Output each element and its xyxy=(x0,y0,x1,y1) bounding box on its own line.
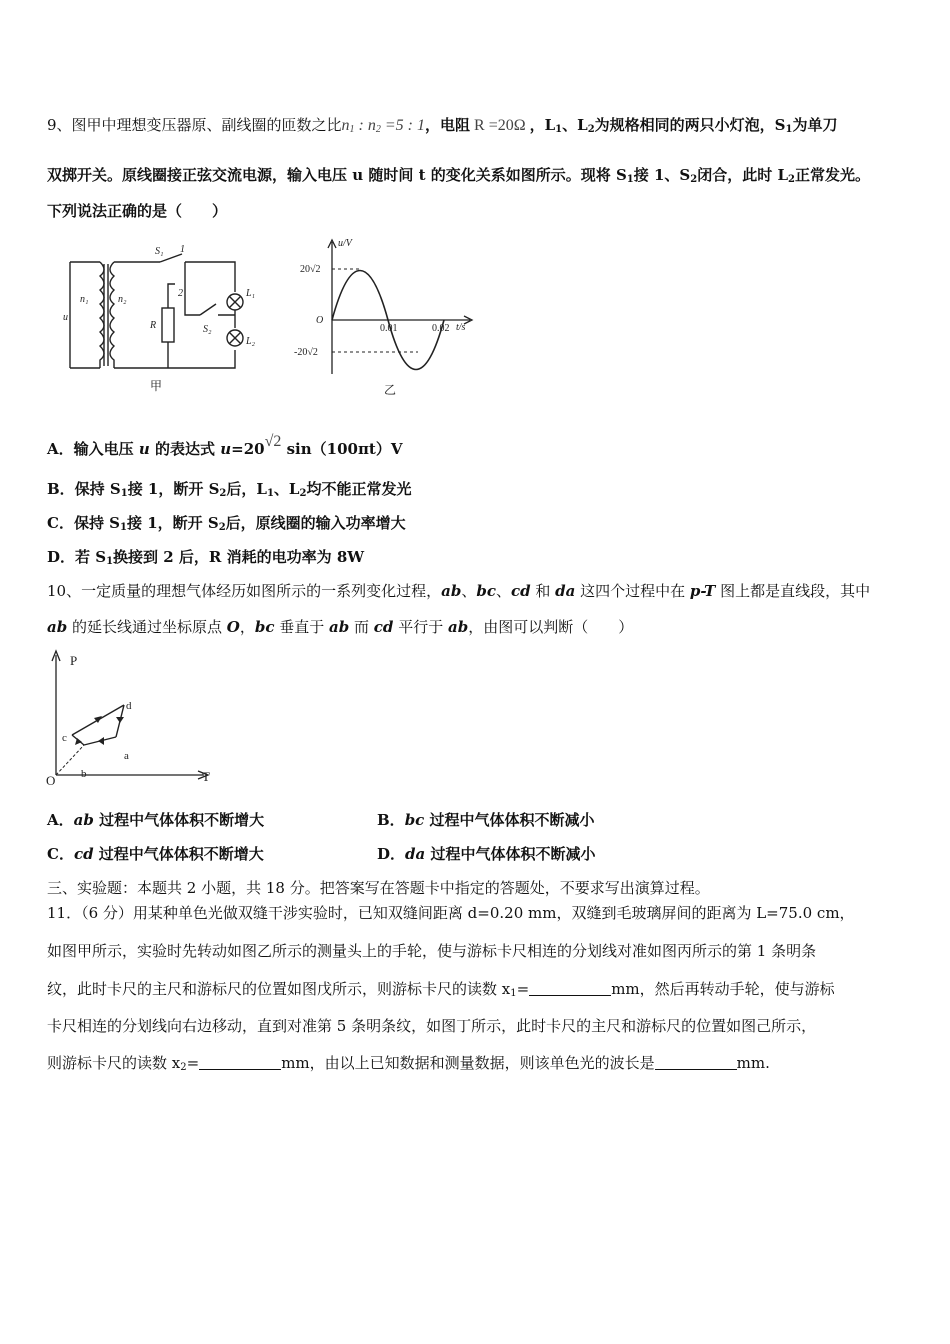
t-axis-label: T xyxy=(202,769,210,784)
n2-label: n₂ xyxy=(118,294,127,305)
p-axis-label: P xyxy=(70,653,78,668)
s1-label: S₁ xyxy=(155,246,164,257)
q11-line2: 如图甲所示，实验时先转动如图乙所示的测量头上的手轮，使与游标卡尺相连的分划线对准如图丙所示的第 1 条明条 xyxy=(47,942,817,960)
x1-answer-blank[interactable] xyxy=(529,981,611,996)
section-3-heading: 三、实验题：本题共 2 小题，共 18 分。把答案写在答题卡中指定的答题处，不要求写出演算过程。 xyxy=(47,879,710,897)
wavelength-answer-blank[interactable] xyxy=(655,1055,737,1070)
q9-stem-text: 9、图甲中理想变压器原、副线圈的匝数之比 xyxy=(47,116,342,134)
figure-caption-yi: 乙 xyxy=(384,383,397,397)
point-d-label: d xyxy=(126,700,132,712)
y-max-tick: 20√2 xyxy=(300,264,321,275)
y-min-tick: -20√2 xyxy=(294,347,318,358)
q10-option-b: B．bc 过程中气体体积不断减小 xyxy=(377,811,595,829)
resistance-value: R =20Ω xyxy=(474,117,526,134)
transformer-circuit-figure xyxy=(60,240,270,395)
n1-label: n₁ xyxy=(80,294,89,305)
q9-line3: 下列说法正确的是（ ） xyxy=(47,202,228,220)
turns-ratio: $n_1$ : $n_2 =5$ : 1 xyxy=(341,117,425,135)
s2-label: S₂ xyxy=(203,324,212,335)
r-label: R xyxy=(150,320,157,331)
q9-option-b: B．保持 $S_1$接 1，断开 $S_2$后，$L_1$、$L_2$均不能正常发光 xyxy=(47,480,412,499)
q10-option-a: A．ab 过程中气体体积不断增大 xyxy=(47,811,265,829)
point-b-label: b xyxy=(81,768,87,780)
origin-label: O xyxy=(316,315,324,326)
q10-option-d: D．da 过程中气体体积不断减小 xyxy=(377,845,596,863)
q11-line3: 纹，此时卡尺的主尺和游标尺的位置如图戊所示，则游标卡尺的读数 $x_1=$ mm，然后再转动手轮，使与游标 xyxy=(47,980,835,999)
q10-line1: 10、一定质量的理想气体经历如图所示的一系列变化过程，ab、bc、cd 和 da 这四个过程中在 p-T 图上都是直线段，其中 xyxy=(47,582,871,600)
figure-caption-jia: 甲 xyxy=(150,379,163,393)
pressure-temperature-diagram xyxy=(44,645,224,787)
terminal2-label: 2 xyxy=(178,288,183,299)
l1-label: L₁ xyxy=(246,288,256,299)
u-label: u xyxy=(63,312,68,323)
x2-answer-blank[interactable] xyxy=(199,1055,281,1070)
point-a-label: a xyxy=(124,750,129,762)
q9-line2: 双掷开关。原线圈接正弦交流电源，输入电压 u 随时间 t 的变化关系如图所示。现将 $S_1$接 1、$S_2$闭合，此时 $L_2$正常发光。 xyxy=(47,166,870,185)
x-axis-label: t/s xyxy=(456,322,466,333)
q11-line5: 则游标卡尺的读数 $x_2=$ mm，由以上已知数据和测量数据，则该单色光的波长是 mm. xyxy=(47,1054,770,1073)
origin-o-label: O xyxy=(46,773,56,787)
q11-line1: 11．（6 分）用某种单色光做双缝干涉实验时，已知双缝间距离 d=0.20 mm，双缝到毛玻璃屏间的距离为 L=75.0 cm， xyxy=(47,904,855,922)
q11-line4: 卡尺相连的分划线向右边移动，直到对准第 5 条明条纹，如图丁所示，此时卡尺的主尺和游标尺的位置如图己所示， xyxy=(47,1017,817,1035)
voltage-time-graph xyxy=(290,234,480,399)
q9-line1: 9、图甲中理想变压器原、副线圈的匝数之比$n_1$ : $n_2 =5$ : 1，电阻 R =20Ω ，$L_1$、$L_2$为规格相同的两只小灯泡，$S_1$为单刀 xyxy=(47,116,838,135)
l2-label: L₂ xyxy=(246,336,256,347)
terminal1-label: 1 xyxy=(180,244,185,255)
x-tick-002: 0.02 xyxy=(432,323,450,334)
q9-option-a: A．输入电压 u 的表达式 u=20√2 sin（100πt）V xyxy=(47,433,403,458)
q10-line2: ab 的延长线通过坐标原点 O，bc 垂直于 ab 而 cd 平行于 ab，由图可以判断（ ） xyxy=(47,618,634,636)
q10-option-c: C．cd 过程中气体体积不断增大 xyxy=(47,845,264,863)
x-tick-001: 0.01 xyxy=(380,323,398,334)
point-c-label: c xyxy=(62,732,67,744)
y-axis-label: u/V xyxy=(338,238,352,249)
q9-option-c: C．保持 $S_1$接 1，断开 $S_2$后，原线圈的输入功率增大 xyxy=(47,514,406,533)
q9-option-d: D．若 $S_1$换接到 2 后，R 消耗的电功率为 8W xyxy=(47,548,365,567)
